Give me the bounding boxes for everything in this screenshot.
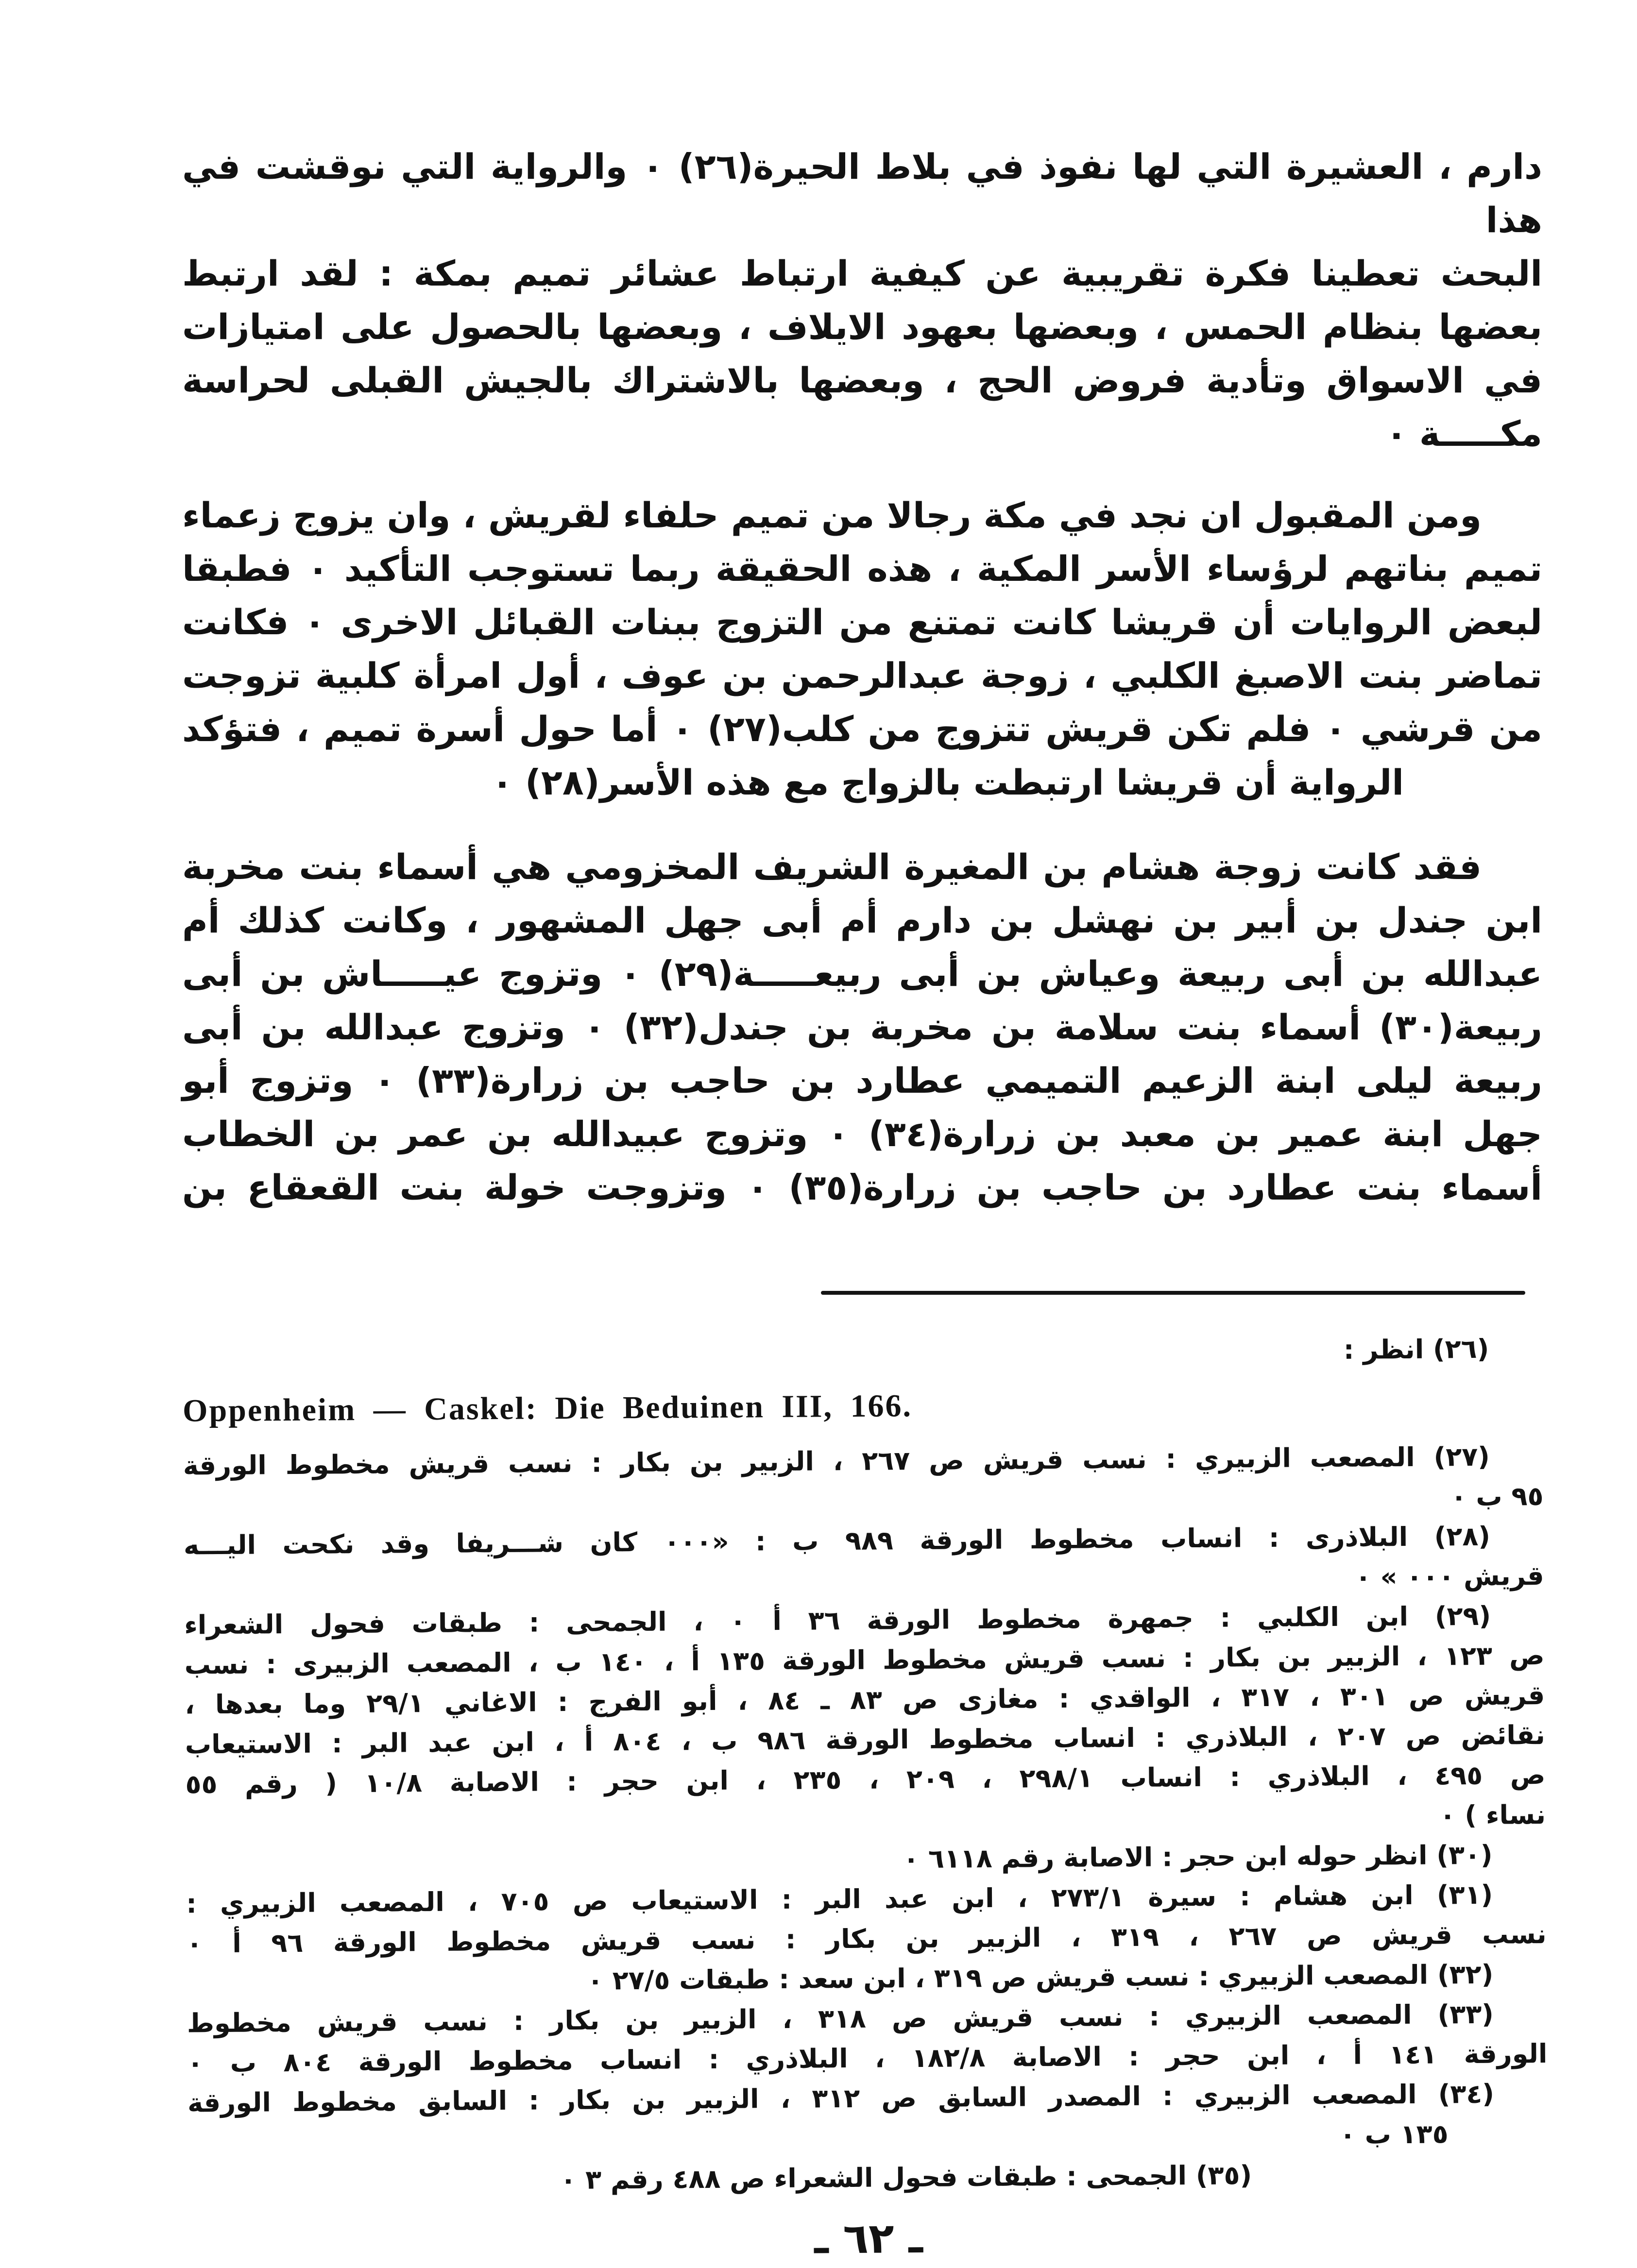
footnote-separator	[821, 1291, 1525, 1295]
footnote-34-line-2: ١٣٥ ب ٠	[1339, 2118, 1449, 2150]
footnote-31-line-1: (٣١) ابن هشام : سيرة ٢٧٣/١ ، ابن عبد البر : الاستيعاب ص ٧٠٥ ، المصعب الزبيري :	[186, 1879, 1493, 1919]
footnote-29-line-4: نقائض ص ٢٠٧ ، البلاذري : انساب مخطوط الورقة ٩٨٦ ب ، ٨٠٤ أ ، ابن عبد البر : الاستيعاب	[185, 1719, 1546, 1760]
paragraph-1	[182, 140, 1542, 460]
footnote-29-line-5: ص ٤٩٥ ، البلاذري : انساب ٢٩٨/١ ، ٢٠٩ ، ٢٣٥ ، ابن حجر : الاصابة ١٠/٨ ( رقم ٥٥	[185, 1759, 1546, 1800]
footnote-34-line-1: (٣٤) المصعب الزبيري : المصدر السابق ص ٣١٢ ، الزبير بن بكار : السابق مخطوط الورقة	[187, 2078, 1495, 2118]
page-content	[182, 140, 1548, 2264]
text-line: لبعض الروايات أن قريشا كانت تمتنع من التزوج ببنات القبائل الاخرى ٠ فكانت	[182, 602, 1542, 643]
text-line: في الاسواق وتأدية فروض الحج ، وبعضها بالاشتراك بالجيش القبلى لحراسة	[182, 360, 1542, 401]
text-line: دارم ، العشيرة التي لها نفوذ في بلاط الحيرة(٢٦) ٠ والرواية التي نوقشت في هذا	[182, 146, 1542, 240]
footnote-29-line-3: قريش ص ٣٠١ ، ٣١٧ ، الواقدي : مغازى ص ٨٣ ـ ٨٤ ، أبو الفرج : الاغاني ٢٩/١ وما بعدها ،	[185, 1679, 1545, 1720]
text-line: تماضر بنت الاصبغ الكلبي ، زوجة عبدالرحمن بن عوف ، أول امرأة كلبية تزوجت	[182, 655, 1542, 696]
text-line: مكـــــة ٠	[1385, 413, 1542, 454]
text-line: الرواية أن قريشا ارتبطت بالزواج مع هذه الأسر(٢٨) ٠	[491, 762, 1404, 803]
text-line: تميم بناتهم لرؤساء الأسر المكية ، هذه الحقيقة ربما تستوجب التأكيد ٠ فطبقا	[182, 548, 1542, 589]
footnote-28-line-2: قريش ٠٠٠ » ٠	[1355, 1560, 1544, 1592]
text-line: جهل ابنة عمير بن معبد بن زرارة(٣٤) ٠ وتزوج عبيدالله بن عمر بن الخطاب	[182, 1114, 1542, 1154]
text-line: بعضها بنظام الحمس ، وبعضها بعهود الايلاف ، وبعضها بالحصول على امتيازات	[182, 306, 1542, 347]
text-line: ربيعة(٣٠) أسماء بنت سلامة بن مخربة بن جندل(٣٢) ٠ وتزوج عبدالله بن أبى	[182, 1007, 1542, 1048]
text-line: ومن المقبول ان نجد في مكة رجالا من تميم حلفاء لقريش ، وان يزوج زعماء	[182, 495, 1482, 536]
footnote-35: (٣٥) الجمحى : طبقات فحول الشعراء ص ٤٨٨ رقم ٣ ٠	[560, 2160, 1252, 2196]
text-line: من قرشي ٠ فلم تكن قريش تتزوج من كلب(٢٧) ٠ أما حول أسرة تميم ، فتؤكد	[182, 709, 1542, 749]
footnote-26: (٢٦) انظر :	[1343, 1333, 1489, 1365]
text-line: أسماء بنت عطارد بن حاجب بن زرارة(٣٥) ٠ وتزوجت خولة بنت القعقاع بن	[182, 1167, 1542, 1208]
paragraph-2	[182, 489, 1542, 809]
page-number: ـ ٦٢ ـ	[814, 2214, 923, 2264]
footnote-28-line-1: (٢٨) البلاذرى : انساب مخطوط الورقة ٩٨٩ ب : «٠٠٠ كان شـــريفا وقد نكحت اليـــه	[183, 1521, 1491, 1561]
text-line: فقد كانت زوجة هشام بن المغيرة الشريف المخزومي هي أسماء بنت مخربة	[182, 846, 1482, 887]
footnote-29-line-2: ص ١٢٣ ، الزبير بن بكار : نسب قريش مخطوط الورقة ١٣٥ أ ، ١٤٠ ب ، المصعب الزبيرى : نسب	[184, 1640, 1545, 1680]
footnote-30: (٣٠) انظر حوله ابن حجر : الاصابة رقم ٦١١٨ ٠	[903, 1839, 1493, 1875]
text-line: البحث تعطينا فكرة تقريبية عن كيفية ارتباط عشائر تميم بمكة : لقد ارتبط	[182, 253, 1542, 294]
footnote-33-line-2: الورقة ١٤١ أ ، ابن حجر : الاصابة ١٨٢/٨ ، البلاذري : انساب مخطوط الورقة ٨٠٤ ب ٠	[187, 2038, 1548, 2079]
text-line: عبدالله بن أبى ربيعة وعياش بن أبى ربيعـــــة(٢٩) ٠ وتزوج عيـــــاش بن أبى	[182, 953, 1542, 994]
footnote-27-line-1: (٢٧) المصعب الزبيري : نسب قريش ص ٢٦٧ ، الزبير بن بكار : نسب قريش مخطوط الورقة	[183, 1441, 1490, 1481]
footnote-31-line-2: نسب قريش ص ٢٦٧ ، ٣١٩ ، الزبير بن بكار : نسب قريش مخطوط الورقة ٩٦ أ ٠	[186, 1918, 1547, 1959]
paragraph-3	[182, 840, 1542, 1214]
footnote-27-line-2: ٩٥ ب ٠	[1450, 1480, 1544, 1512]
footnote-29-line-1: (٢٩) ابن الكلبي : جمهرة مخطوط الورقة ٣٦ أ ٠ ، الجمحى : طبقات فحول الشعراء	[184, 1600, 1491, 1641]
footnote-33-line-1: (٣٣) المصعب الزبيري : نسب قريش ص ٣١٨ ، الزبير بن بكار : نسب قريش مخطوط	[187, 1998, 1494, 2039]
text-line: ابن جندل بن أبير بن نهشل بن دارم أم أبى جهل المشهور ، وكانت كذلك أم	[182, 900, 1542, 941]
footnote-29-line-6: نساء ) ٠	[1439, 1799, 1546, 1831]
footnote-32: (٣٢) المصعب الزبيري : نسب قريش ص ٣١٩ ، ابن سعد : طبقات ٢٧/٥ ٠	[587, 1959, 1494, 1996]
latin-reference-line: Oppenheim — Caskel: Die Beduinen III, 166.	[182, 1388, 913, 1429]
footnotes	[182, 1329, 1549, 2268]
text-line: ربيعة ليلى ابنة الزعيم التميمي عطارد بن حاجب بن زرارة(٣٣) ٠ وتزوج أبو	[182, 1060, 1542, 1101]
